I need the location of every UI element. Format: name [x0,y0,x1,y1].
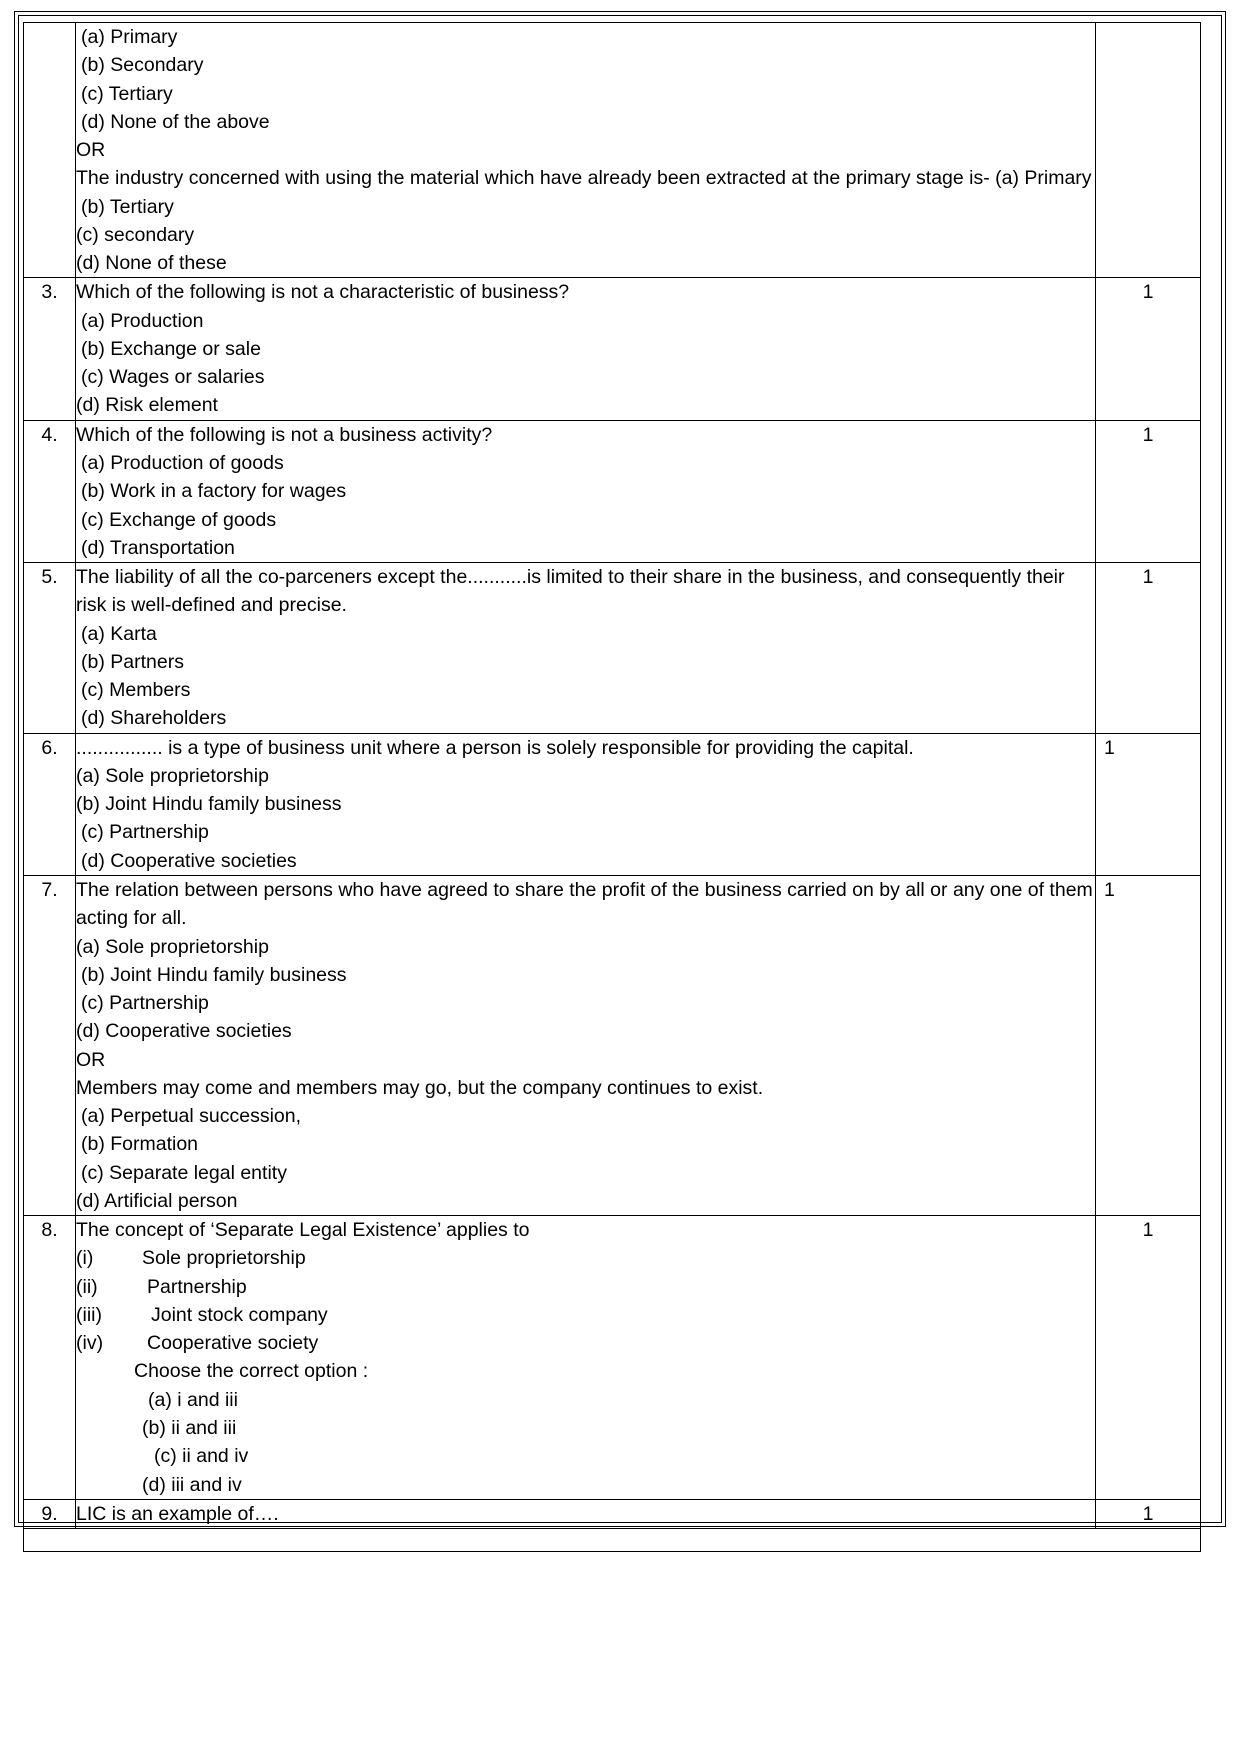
marks-cell: 1 [1096,1499,1201,1528]
sub-item-label: Cooperative society [147,1332,319,1355]
question-text-line: (b) Partners [81,650,184,673]
question-text-line: Which of the following is not a characteristic of business? [76,281,570,304]
question-text-line: The concept of ‘Separate Legal Existence’ applies to [76,1219,530,1242]
table-row [24,278,1201,420]
sub-item-label: Partnership [147,1275,247,1298]
table-row [24,1216,1201,1500]
marks-cell [1096,23,1201,278]
question-body-cell [76,278,1096,420]
question-text-line: (b) Joint Hindu family business [76,793,342,816]
question-text-line: The liability of all the co-parceners except the...........is limited to their share in the business, and consequently their risk is well-defined and precise. [76,566,1070,617]
question-text-line: (a) Perpetual succession, [81,1105,302,1128]
question-text-line: (b) Work in a factory for wages [81,480,347,503]
table-row [24,733,1201,875]
question-body-cell [76,1499,1096,1528]
question-text-line: Members may come and members may go, but the company continues to exist. [76,1076,764,1099]
question-sub-item [76,1244,1095,1272]
question-text-line: LIC is an example of…. [76,1502,279,1525]
question-number-cell: 5. [24,563,76,734]
sub-item-marker: (iii) [76,1303,102,1326]
question-text-line: (c) Exchange of goods [81,508,277,531]
question-text-line: (c) secondary [76,223,195,246]
question-text-line: (a) Sole proprietorship [76,764,269,787]
question-text-line: (b) Secondary [81,54,204,77]
question-body-cell [76,875,1099,1215]
marks-cell: 1 [1096,875,1201,1215]
question-text-line: (a) i and iii [148,1388,238,1411]
question-text-line: (d) Risk element [76,394,218,417]
question-text-line: (c) Tertiary [81,82,173,105]
question-text-line: OR [76,1048,106,1071]
question-text-line: Which of the following is not a business activity? [76,423,493,446]
question-text-line: (d) Transportation [81,536,235,559]
question-text-line: (d) Cooperative societies [76,1020,292,1043]
marks-cell: 1 [1096,563,1201,734]
question-number-cell: 6. [24,733,76,875]
question-text-line: (b) ii and iii [142,1417,237,1440]
question-sub-item [76,1329,1095,1357]
question-text-line: OR [76,139,106,162]
table-row [24,563,1201,734]
marks-cell: 1 [1096,420,1201,562]
question-number-cell: 9. [24,1499,76,1528]
question-text-line: (b) Joint Hindu family business [81,963,347,986]
sub-item-marker: (i) [76,1247,94,1270]
table-row [24,23,1201,278]
marks-cell: 1 [1096,733,1201,875]
question-text-line: (a) Sole proprietorship [76,935,269,958]
table-row [24,1499,1201,1528]
question-body-cell [76,420,1096,562]
question-sub-item [76,1301,1095,1329]
table-trailing-row [24,1529,1201,1552]
question-number-cell [24,23,76,278]
question-text-line: The industry concerned with using the material which have already been extracted at the primary stage is- (a) Primary [76,167,1092,190]
marks-cell: 1 [1096,278,1201,420]
question-body-cell [76,563,1096,734]
question-text-line: Choose the correct option : [134,1360,369,1383]
question-text-line: (b) Exchange or sale [81,337,261,360]
question-body-cell [76,23,1096,278]
question-table [23,22,1201,1552]
question-table-body [24,23,1201,1552]
question-number-cell: 3. [24,278,76,420]
table-row [24,420,1201,562]
sub-item-label: Joint stock company [151,1303,328,1326]
question-number-cell: 4. [24,420,76,562]
sub-item-label: Sole proprietorship [142,1247,306,1270]
table-trailing-cell [24,1529,1201,1552]
question-text-line: (d) iii and iv [142,1473,242,1496]
question-body-cell [76,1216,1096,1500]
question-text-line: (c) ii and iv [154,1445,249,1468]
question-text-line: (d) Artificial person [76,1189,238,1212]
question-text-line: (c) Partnership [81,821,209,844]
question-text-line: (b) Tertiary [81,195,174,218]
question-sub-item [76,1273,1095,1301]
question-text-line: (d) None of these [76,252,227,275]
question-text-line: (a) Primary [81,26,178,48]
question-text-line: The relation between persons who have agreed to share the profit of the business carried on by all or any one of them acting for all. [76,878,1099,930]
sub-item-marker: (ii) [76,1275,98,1298]
question-text-line: (c) Wages or salaries [81,366,265,389]
question-text-line: (b) Formation [81,1133,199,1156]
question-text-line: (c) Partnership [81,992,209,1015]
question-text-line: (d) Cooperative societies [81,849,297,872]
table-row [24,875,1201,1215]
question-text-line: (c) Members [81,679,191,702]
question-text-line: (a) Production of goods [81,451,284,474]
question-number-cell: 8. [24,1216,76,1500]
sub-item-marker: (iv) [76,1332,104,1355]
question-text-line: (d) None of the above [81,110,270,133]
question-text-line: ................ is a type of business unit where a person is solely responsible for providing the capital. [76,736,914,759]
question-text-line: (d) Shareholders [81,707,227,730]
marks-cell: 1 [1096,1216,1201,1500]
question-number-cell: 7. [24,875,76,1215]
question-text-line: (a) Karta [81,622,157,645]
question-text-line: (a) Production [81,309,204,332]
question-body-cell [76,733,1096,875]
question-text-line: (c) Separate legal entity [81,1161,287,1184]
